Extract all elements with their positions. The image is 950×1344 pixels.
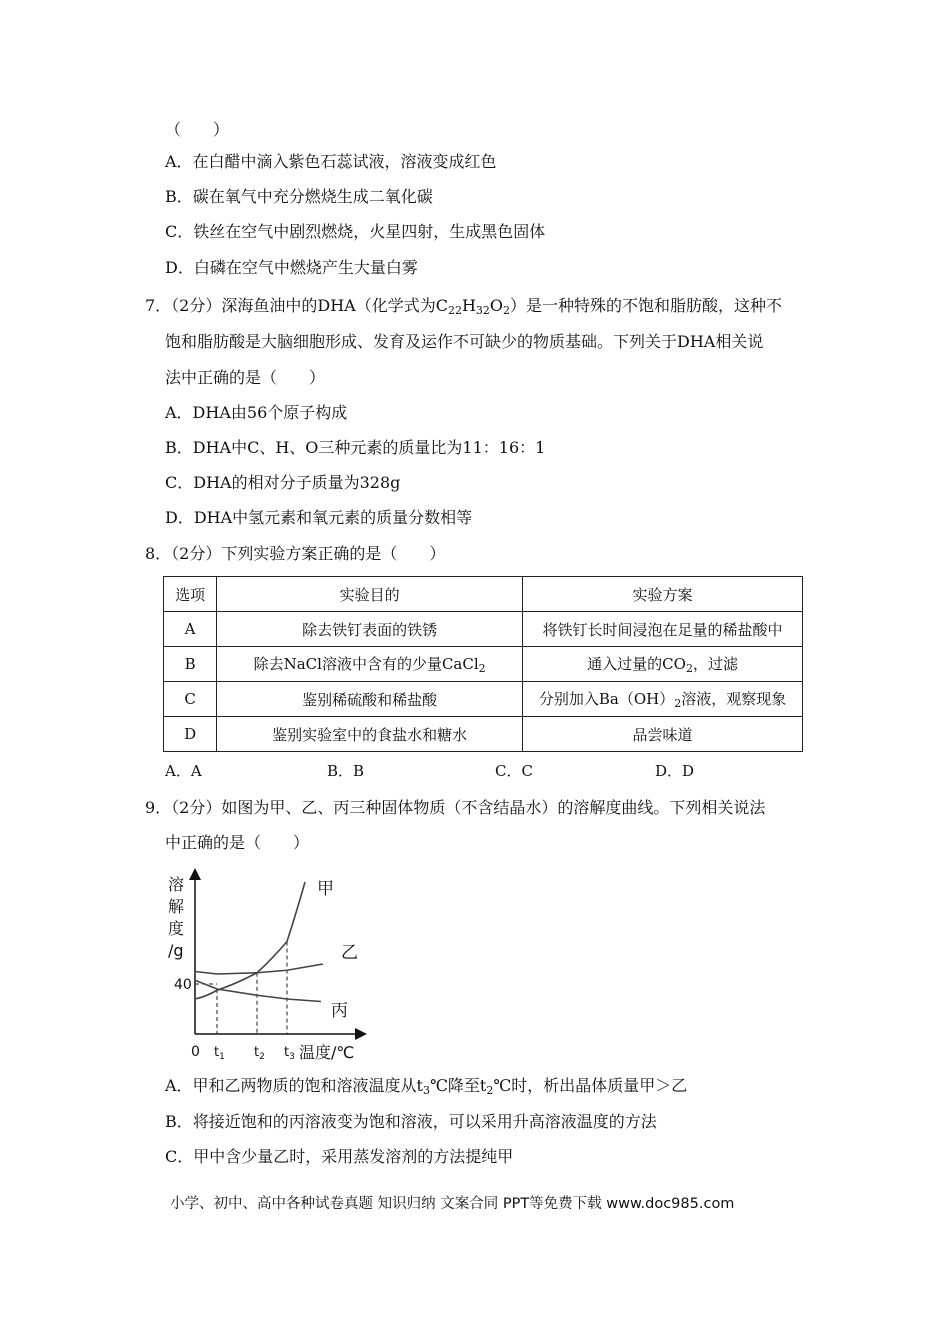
- series-yi-curve: [195, 964, 323, 974]
- q7-stem-line2: 饱和脂肪酸是大脑细胞形成、发育及运作不可缺少的物质基础。下列关于DHA相关说: [165, 332, 764, 351]
- cell-plan-tail: 溶液，观察现象: [681, 690, 787, 708]
- q8-answer-d: D．D: [655, 762, 695, 780]
- q7-sub-o: 2: [503, 304, 511, 317]
- q9-option-a-mid: ℃降至t: [430, 1076, 487, 1095]
- x-tick-t2: $t_2$: [254, 1045, 265, 1062]
- cell-option: D: [164, 717, 217, 752]
- q9-option-a-post: ℃时，析出晶体质量甲＞乙: [493, 1076, 688, 1095]
- x-tick-0: 0: [191, 1044, 200, 1060]
- q9-option-a-pre: A．甲和乙两物质的饱和溶液温度从t: [165, 1076, 423, 1095]
- q7-stem-line3: 法中正确的是（ ）: [165, 368, 326, 387]
- cell-plan-text: 通入过量的CO: [587, 655, 686, 673]
- series-label-jia: 甲: [317, 879, 334, 899]
- x-tick-t1: $t_1$: [214, 1045, 225, 1062]
- cell-purpose: 鉴别稀硫酸和稀盐酸: [217, 682, 523, 717]
- q8-answer-c: C．C: [495, 762, 533, 780]
- q7-sub-h: 32: [475, 304, 490, 317]
- q7-sub-c: 22: [447, 304, 462, 317]
- q7-stem-line1: [145, 296, 782, 321]
- q7-option-b: B．DHA中C、H、O三种元素的质量比为11：16：1: [165, 438, 546, 457]
- series-label-yi: 乙: [341, 943, 358, 963]
- x-axis-label: 温度/℃: [299, 1043, 355, 1062]
- q6-paren: （ ）: [165, 120, 230, 139]
- q9-option-b: B．将接近饱和的丙溶液变为饱和溶液，可以采用升高溶液温度的方法: [165, 1112, 657, 1131]
- x-tick-t3: $t_3$: [284, 1045, 295, 1062]
- q9-stem-line2: 中正确的是（ ）: [165, 833, 310, 852]
- series-label-bing: 丙: [331, 1001, 348, 1021]
- header-plan: 实验方案: [523, 577, 803, 612]
- table-row: [164, 717, 803, 752]
- page-footer: 小学、初中、高中各种试卷真题 知识归纳 文案合同 PPT等免费下载 www.doc985.com: [170, 1196, 735, 1212]
- cell-option: C: [164, 682, 217, 717]
- q8-answer-a: A．A: [165, 762, 202, 780]
- q9-stem-line1: 9．（2分）如图为甲、乙、丙三种固体物质（不含结晶水）的溶解度曲线。下列相关说法: [145, 798, 766, 817]
- table-header-row: [164, 577, 803, 612]
- cell-plan-tail: ，过滤: [692, 655, 738, 673]
- y-label-char: 溶: [168, 875, 185, 894]
- header-purpose: 实验目的: [217, 577, 523, 612]
- y-label-char: 度: [168, 919, 185, 938]
- cell-plan: [523, 682, 803, 717]
- series-bing-curve: [195, 980, 321, 1001]
- table-row: [164, 647, 803, 682]
- cell-option: A: [164, 612, 217, 647]
- cell-option: B: [164, 647, 217, 682]
- t3-sub: 3: [423, 1084, 430, 1097]
- q9-option-c: C．甲中含少量乙时，采用蒸发溶剂的方法提纯甲: [165, 1147, 514, 1166]
- y-label-char: /g: [168, 941, 184, 960]
- q7-stem-pre: 7．（2分）深海鱼油中的DHA（化学式为C: [145, 296, 448, 315]
- cell-purpose: 鉴别实验室中的食盐水和糖水: [217, 717, 523, 752]
- curves: [195, 882, 323, 1002]
- y-label-char: 解: [168, 897, 185, 916]
- q7-o: O: [489, 296, 504, 315]
- q6-option-d: D．白磷在空气中燃烧产生大量白雾: [165, 258, 418, 277]
- q7-option-d: D．DHA中氢元素和氧元素的质量分数相等: [165, 508, 473, 527]
- header-option: 选项: [164, 577, 217, 612]
- q8-stem: 8．（2分）下列实验方案正确的是（ ）: [145, 544, 446, 563]
- q7-stem-post: ）是一种特殊的不饱和脂肪酸，这种不: [510, 296, 783, 315]
- cell-plan-text: 分别加入Ba（OH）: [538, 690, 675, 708]
- q6-option-c: C．铁丝在空气中剧烈燃烧，火星四射，生成黑色固体: [165, 222, 546, 241]
- series-jia-curve: [195, 882, 305, 999]
- table-row: [164, 682, 803, 717]
- cell-purpose: 除去铁钉表面的铁锈: [217, 612, 523, 647]
- solubility-chart: [165, 868, 375, 1066]
- table-row: [164, 612, 803, 647]
- cell-purpose: [217, 647, 523, 682]
- q6-option-b: B．碳在氧气中充分燃烧生成二氧化碳: [165, 187, 433, 206]
- cell-plan: [523, 647, 803, 682]
- cell-purpose-text: 除去NaCl溶液中含有的少量CaCl: [253, 655, 479, 673]
- baoh-sub: 2: [674, 697, 682, 710]
- experiment-table: [163, 576, 803, 752]
- t2-sub: 2: [486, 1084, 494, 1097]
- q7-h: H: [461, 296, 476, 315]
- q7-option-c: C．DHA的相对分子质量为328g: [165, 473, 401, 492]
- co-sub: 2: [685, 662, 693, 675]
- q8-answer-b: B．B: [327, 762, 365, 780]
- cell-plan: 品尝味道: [523, 717, 803, 752]
- q7-option-a: A．DHA由56个原子构成: [165, 403, 348, 422]
- q9-option-a: [165, 1076, 687, 1101]
- cell-plan: 将铁钉长时间浸泡在足量的稀盐酸中: [523, 612, 803, 647]
- y-tick-40: 40: [174, 977, 192, 993]
- cacl-sub: 2: [478, 662, 486, 675]
- q6-option-a: A．在白醋中滴入紫色石蕊试液，溶液变成红色: [165, 152, 497, 171]
- guide-lines: [195, 942, 287, 1035]
- y-axis-label: [168, 875, 184, 960]
